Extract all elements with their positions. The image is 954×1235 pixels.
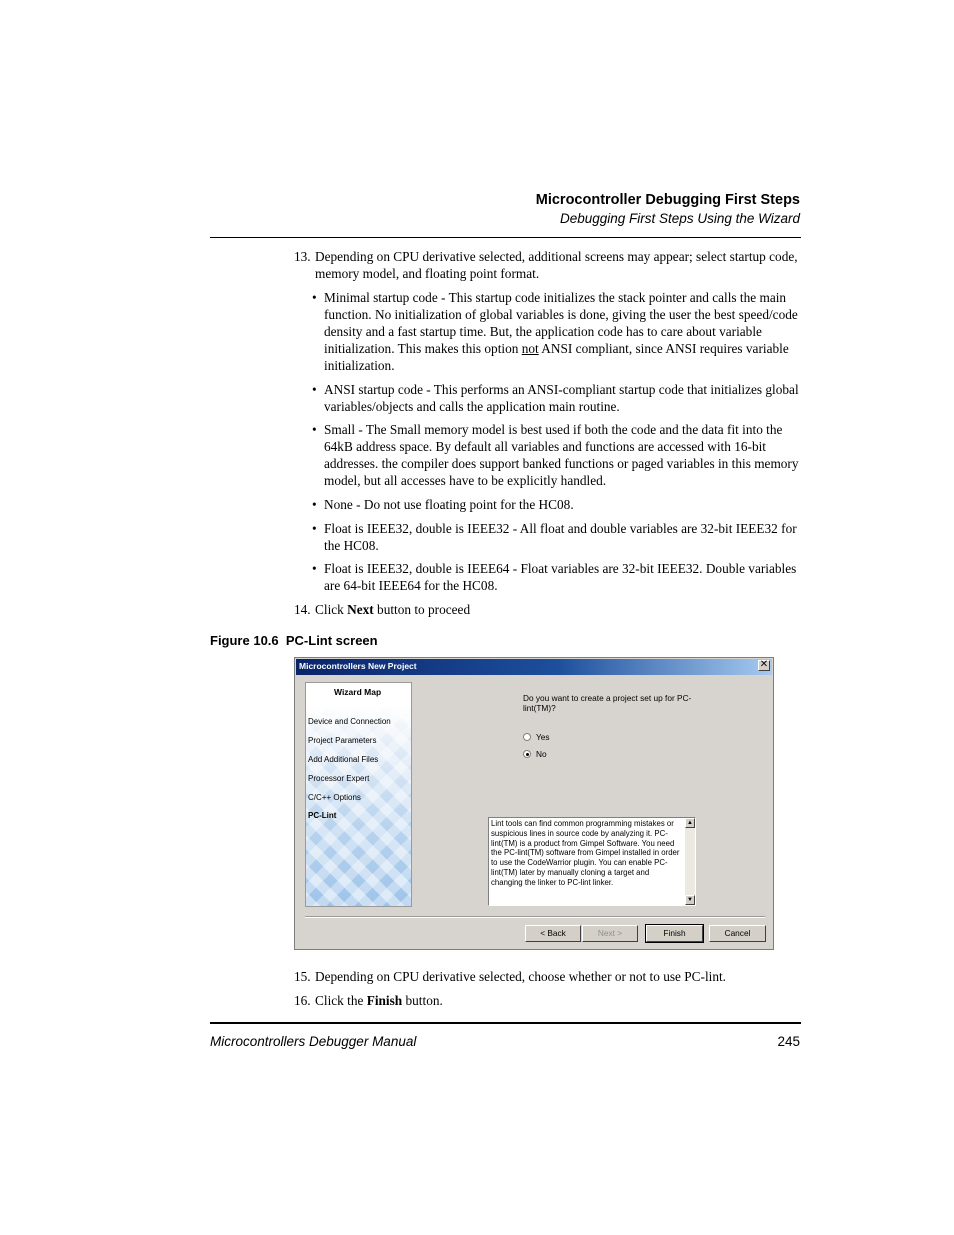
step-text: Depending on CPU derivative selected, additional screens may appear; select startup code, memory model, and floating point format. (315, 249, 798, 281)
lint-info-text: Lint tools can find common programming mistakes or suspicious lines in source code by analyzing it. PC-lint(TM) is a product from Gimpel Software. You need the PC-lint(TM) software from Gimpel installed in order to use the CodeWarrior plugin. You can enable PC-lint(TM) later by manually cloning a target and changing the linker to PC-lint linker. (491, 819, 680, 887)
dialog-title: Microcontrollers New Project (299, 661, 417, 671)
bullet-dot: • (312, 561, 317, 576)
bullet-ieee32-32 (312, 520, 804, 554)
step-number: 13. (294, 249, 311, 264)
step-15 (294, 968, 804, 985)
close-button[interactable] (758, 660, 770, 671)
finish-button[interactable]: Finish (646, 925, 703, 942)
radio-yes-circle[interactable] (523, 733, 531, 741)
underlined-word: not (521, 341, 539, 356)
pc-lint-question: Do you want to create a project set up for PC-lint(TM)? (523, 693, 692, 713)
wizard-item-processor-expert: Processor Expert (308, 774, 370, 783)
bullet-small-model (312, 421, 804, 489)
figure-caption: Figure 10.6 PC-Lint screen (210, 633, 378, 648)
step-13 (294, 248, 804, 282)
wizard-item-add-files: Add Additional Files (308, 755, 379, 764)
wizard-map-title: Wizard Map (334, 687, 382, 697)
radio-no-label: No (536, 749, 547, 759)
arrow-up-icon: ▲ (687, 820, 693, 826)
bullet-text: Float is IEEE32, double is IEEE64 - Float variables are 32-bit IEEE32. Double variables are 64-bit IEEE64 for the HC08. (324, 561, 797, 593)
bold-term: Next (347, 602, 374, 617)
dialog-titlebar (296, 659, 772, 675)
cancel-button[interactable]: Cancel (709, 925, 766, 942)
radio-no[interactable] (523, 749, 563, 760)
step-text: Depending on CPU derivative selected, choose whether or not to use PC-lint. (315, 969, 727, 984)
radio-yes-label: Yes (536, 732, 550, 742)
wizard-item-cpp-options: C/C++ Options (308, 793, 361, 802)
bullet-ansi-startup (312, 381, 804, 415)
arrow-down-icon: ▼ (687, 897, 693, 903)
bullet-text (324, 289, 804, 374)
back-button[interactable]: < Back (525, 925, 581, 942)
scroll-up-button[interactable] (685, 818, 695, 828)
bullet-dot: • (312, 521, 317, 536)
radio-yes[interactable] (523, 732, 563, 743)
step-text (315, 601, 804, 618)
running-header-title: Microcontroller Debugging First Steps (535, 192, 800, 208)
scroll-down-button[interactable] (685, 895, 695, 905)
wizard-item-project-parameters: Project Parameters (308, 736, 377, 745)
info-scrollbar[interactable] (685, 818, 695, 905)
bullet-dot: • (312, 497, 317, 512)
wizard-map-panel (305, 682, 412, 907)
close-icon: ✕ (759, 659, 769, 670)
footer-manual-title: Microcontrollers Debugger Manual (210, 1034, 417, 1049)
header-rule (210, 237, 801, 238)
step-number: 16. (294, 993, 311, 1008)
running-header-subtitle: Debugging First Steps Using the Wizard (560, 211, 800, 226)
step-number: 14. (294, 602, 311, 617)
step-14 (294, 601, 804, 618)
bullet-dot: • (312, 382, 317, 397)
wizard-item-pc-lint: PC-Lint (308, 811, 337, 820)
bullet-dot: • (312, 422, 317, 437)
bullet-dot: • (312, 290, 317, 305)
page-number: 245 (777, 1034, 800, 1049)
step-number: 15. (294, 969, 311, 984)
bullet-ieee32-64 (312, 560, 804, 594)
bullet-text: ANSI startup code - This performs an ANSI-compliant startup code that initializes global variables/objects and calls the application main routine. (324, 382, 799, 414)
step-text (315, 992, 804, 1009)
bold-term: Finish (366, 993, 403, 1008)
radio-no-circle[interactable] (523, 750, 531, 758)
next-button[interactable]: Next > (582, 925, 638, 942)
step-text-part: Click (315, 602, 348, 617)
new-project-dialog (294, 657, 774, 950)
bullet-text: Small - The Small memory model is best used if both the code and the data fit into the 64kB address space. By default all variables and functions are accessed with 16-bit addresses. the compiler does support banked functions or paged variables in this memory model, but all accesses have to be explicitly handled. (324, 422, 799, 488)
footer-rule (210, 1022, 801, 1024)
step-text-part: button. (402, 993, 443, 1008)
bullet-minimal-startup (312, 289, 804, 374)
step-text-part: Click the (315, 993, 367, 1008)
lint-info-textbox[interactable] (488, 817, 696, 906)
dialog-separator (305, 916, 765, 918)
step-text-part: button to proceed (373, 602, 471, 617)
step-16 (294, 992, 804, 1009)
bullet-text-part: ANSI compliant, since ANSI requires variable initialization. (324, 341, 789, 373)
bullet-text-part: Minimal startup code - This startup code initializes the stack pointer and calls the main function. No initialization of global variables is done, giving the user the best speed/code density and a fast startup time. But, the application code has to care about variable initialization. This makes this option (324, 290, 798, 356)
bullet-text: None - Do not use floating point for the HC08. (324, 497, 574, 512)
bullet-no-float (312, 496, 804, 513)
wizard-item-device-connection: Device and Connection (308, 717, 391, 726)
bullet-text: Float is IEEE32, double is IEEE32 - All float and double variables are 32-bit IEEE32 for the HC08. (324, 521, 797, 553)
